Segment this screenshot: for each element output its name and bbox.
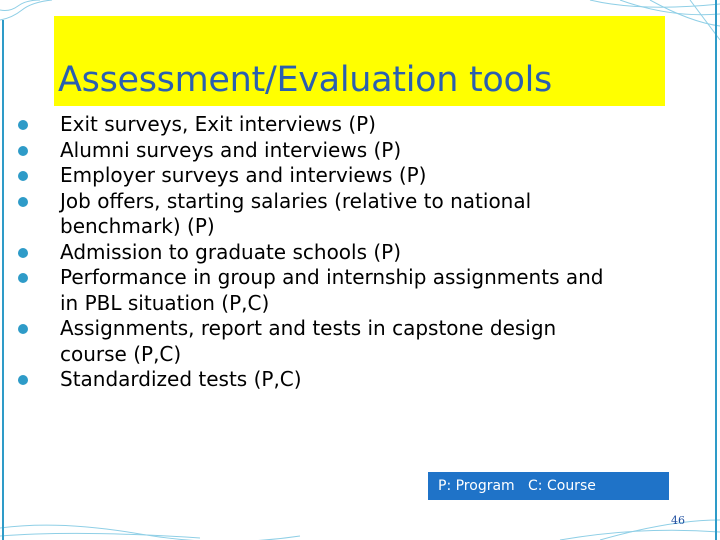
bullet-item xyxy=(14,265,694,316)
bullet-text: Admission to graduate schools (P) xyxy=(60,239,402,264)
bullet-dot-icon xyxy=(18,146,28,156)
bullet-item xyxy=(14,138,694,164)
bullet-list xyxy=(14,112,694,393)
slide-title: Assessment/Evaluation tools xyxy=(58,60,552,100)
page-number: 46 xyxy=(671,514,685,527)
bullet-text: Job offers, starting salaries (relative to national xyxy=(60,188,532,213)
bullet-text: Employer surveys and interviews (P) xyxy=(60,163,427,187)
bullet-item xyxy=(14,112,694,138)
bullet-item xyxy=(14,240,694,266)
bullet-text-continued: in PBL situation (P,C) xyxy=(60,290,270,315)
bullet-text-continued: benchmark) (P) xyxy=(60,214,215,238)
bullet-dot-icon xyxy=(18,248,28,258)
bullet-dot-icon xyxy=(18,171,28,181)
legend-note: P: Program C: Course xyxy=(428,472,669,500)
bullet-dot-icon xyxy=(18,197,28,207)
bullet-dot-icon xyxy=(18,120,28,130)
bullet-item xyxy=(14,189,694,240)
bullet-text: Performance in group and internship assignments and xyxy=(60,265,604,289)
bullet-dot-icon xyxy=(18,273,28,283)
bullet-text: Assignments, report and tests in capstone design xyxy=(60,316,557,340)
bullet-text: Exit surveys, Exit interviews (P) xyxy=(60,112,376,136)
bullet-text: Standardized tests (P,C) xyxy=(60,367,302,391)
bullet-text: Alumni surveys and interviews (P) xyxy=(60,137,402,162)
bullet-item xyxy=(14,316,694,367)
bullet-item xyxy=(14,367,694,393)
bullet-dot-icon xyxy=(18,375,28,385)
bullet-item xyxy=(14,163,694,189)
bullet-text-continued: course (P,C) xyxy=(60,341,182,366)
bullet-dot-icon xyxy=(18,324,28,334)
